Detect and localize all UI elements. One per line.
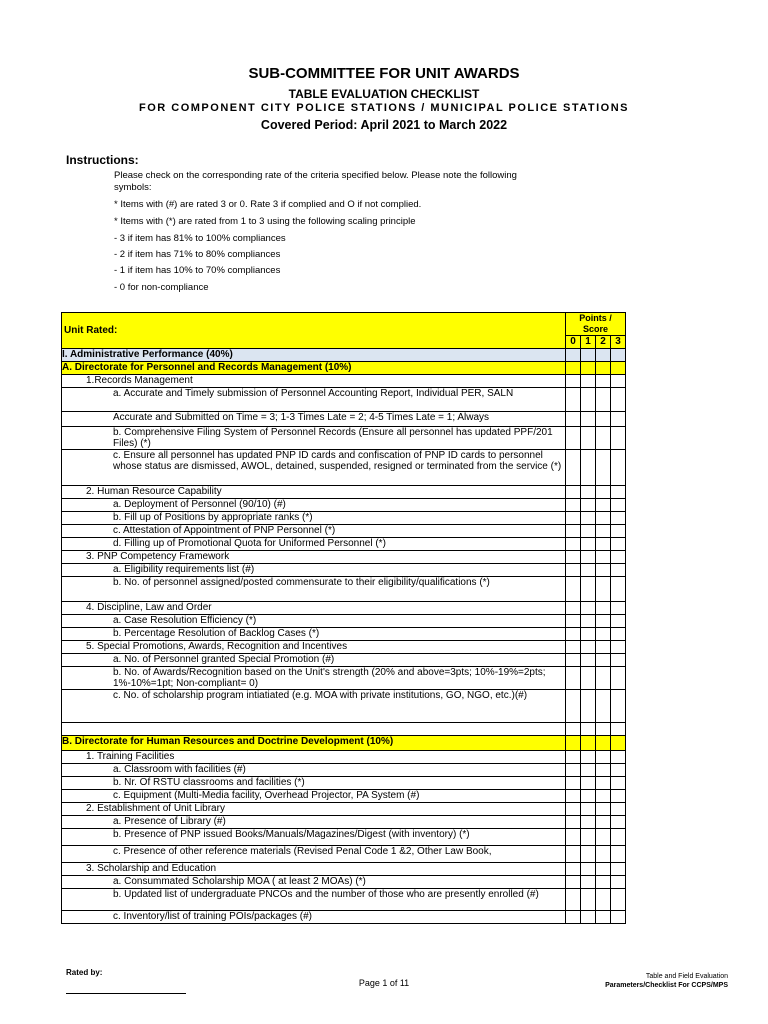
checklist-row <box>62 486 626 499</box>
score-cell-2[interactable] <box>596 499 611 512</box>
document-title: SUB-COMMITTEE FOR UNIT AWARDS <box>248 65 520 82</box>
score-cell-0[interactable] <box>566 628 581 641</box>
score-cell-0[interactable] <box>566 751 581 764</box>
score-cell-0[interactable] <box>566 602 581 615</box>
score-cell-1[interactable] <box>581 751 596 764</box>
criteria-text: 2. Human Resource Capability <box>62 486 566 499</box>
checklist-row <box>62 362 626 375</box>
criteria-text: b. Presence of PNP issued Books/Manuals/Magazines/Digest (with inventory) (*) <box>62 829 566 846</box>
instructions-heading: Instructions: <box>66 153 139 167</box>
criteria-text <box>62 723 566 736</box>
checklist-row <box>62 777 626 790</box>
score-cell-0[interactable] <box>566 829 581 846</box>
score-cell-2[interactable] <box>596 628 611 641</box>
score-cell-1[interactable] <box>581 615 596 628</box>
score-cell-3[interactable] <box>611 450 626 486</box>
criteria-text: b. Updated list of undergraduate PNCOs and the number of those who are presently enrolled (#) <box>62 889 566 911</box>
checklist-row <box>62 816 626 829</box>
score-cell-2[interactable] <box>596 427 611 450</box>
score-cell-1[interactable] <box>581 450 596 486</box>
instruction-line: - 2 if item has 71% to 80% compliances <box>114 249 281 260</box>
covered-period: Covered Period: April 2021 to March 2022 <box>260 118 508 132</box>
checklist-row <box>62 602 626 615</box>
criteria-text: c. Attestation of Appointment of PNP Personnel (*) <box>62 525 566 538</box>
checklist-row <box>62 512 626 525</box>
score-cell-0[interactable] <box>566 816 581 829</box>
score-cell-0[interactable] <box>566 525 581 538</box>
checklist-row <box>62 751 626 764</box>
criteria-text: A. Directorate for Personnel and Records Management (10%) <box>62 362 566 375</box>
score-cell-1[interactable] <box>581 846 596 863</box>
unit-rated-label: Unit Rated: <box>62 313 566 349</box>
score-cell-3[interactable] <box>611 829 626 846</box>
checklist-row <box>62 388 626 412</box>
score-cell-0[interactable] <box>566 512 581 525</box>
score-cell-2[interactable] <box>596 577 611 602</box>
score-cell-0[interactable] <box>566 690 581 723</box>
rated-by-label: Rated by: <box>66 968 103 977</box>
score-cell-1[interactable] <box>581 889 596 911</box>
score-cell-0[interactable] <box>566 863 581 876</box>
score-cell-1[interactable] <box>581 723 596 736</box>
score-cell-1[interactable] <box>581 654 596 667</box>
instruction-line: * Items with (#) are rated 3 or 0. Rate 3 if complied and O if not complied. <box>114 199 422 210</box>
checklist-row <box>62 764 626 777</box>
score-cell-1[interactable] <box>581 375 596 388</box>
instruction-line: * Items with (*) are rated from 1 to 3 using the following scaling principle <box>114 216 416 227</box>
score-cell-0[interactable] <box>566 538 581 551</box>
score-cell-0[interactable] <box>566 486 581 499</box>
score-cell-3[interactable] <box>611 803 626 816</box>
score-cell-2[interactable] <box>596 846 611 863</box>
criteria-text: b. Nr. Of RSTU classrooms and facilities (*) <box>62 777 566 790</box>
score-cell-0[interactable] <box>566 911 581 924</box>
criteria-text: 3. Scholarship and Education <box>62 863 566 876</box>
table-header-row <box>62 313 626 336</box>
score-cell-2[interactable] <box>596 375 611 388</box>
score-cell-2[interactable] <box>596 654 611 667</box>
score-cell-2[interactable] <box>596 911 611 924</box>
score-cell-0[interactable] <box>566 412 581 427</box>
score-cell-3[interactable] <box>611 641 626 654</box>
score-cell-1[interactable] <box>581 499 596 512</box>
score-cell-3[interactable] <box>611 525 626 538</box>
score-cell-3[interactable] <box>611 577 626 602</box>
criteria-text: b. Percentage Resolution of Backlog Cases (*) <box>62 628 566 641</box>
score-cell-2[interactable] <box>596 525 611 538</box>
criteria-text: a. Eligibility requirements list (#) <box>62 564 566 577</box>
score-cell-3[interactable] <box>611 690 626 723</box>
checklist-row <box>62 577 626 602</box>
footer-doc-title: Table and Field Evaluation <box>645 973 728 980</box>
criteria-text: 4. Discipline, Law and Order <box>62 602 566 615</box>
score-cell-2[interactable] <box>596 764 611 777</box>
score-cell-2[interactable] <box>596 362 611 375</box>
checklist-row <box>62 863 626 876</box>
checklist-row <box>62 427 626 450</box>
checklist-row <box>62 499 626 512</box>
score-cell-1[interactable] <box>581 641 596 654</box>
score-cell-1[interactable] <box>581 690 596 723</box>
score-cell-0[interactable] <box>566 388 581 412</box>
score-cell-3[interactable] <box>611 512 626 525</box>
score-cell-2[interactable] <box>596 723 611 736</box>
criteria-text: a. Case Resolution Efficiency (*) <box>62 615 566 628</box>
score-cell-1[interactable] <box>581 577 596 602</box>
checklist-row <box>62 525 626 538</box>
page-number: Page 1 of 11 <box>358 978 410 988</box>
score-cell-0[interactable] <box>566 362 581 375</box>
score-cell-1[interactable] <box>581 564 596 577</box>
score-cell-3[interactable] <box>611 388 626 412</box>
criteria-text: b. No. of personnel assigned/posted commensurate to their eligibility/qualifications (*) <box>62 577 566 602</box>
score-cell-1[interactable] <box>581 427 596 450</box>
checklist-row <box>62 736 626 751</box>
footer-doc-subtitle: Parameters/Checklist For CCPS/MPS <box>605 982 728 989</box>
score-cell-3[interactable] <box>611 349 626 362</box>
checklist-row <box>62 803 626 816</box>
score-cell-0[interactable] <box>566 375 581 388</box>
score-cell-0[interactable] <box>566 564 581 577</box>
score-cell-3[interactable] <box>611 602 626 615</box>
score-cell-3[interactable] <box>611 876 626 889</box>
instruction-line: - 1 if item has 10% to 70% compliances <box>114 265 281 276</box>
checklist-row <box>62 846 626 863</box>
criteria-text: b. No. of Awards/Recognition based on the Unit's strength (20% and above=3pts; 10%-19%=2pts; 1%-10%=1pt; Non-compliant= 0) <box>62 667 566 690</box>
score-cell-1[interactable] <box>581 412 596 427</box>
score-cell-2[interactable] <box>596 690 611 723</box>
score-cell-0[interactable] <box>566 764 581 777</box>
score-cell-1[interactable] <box>581 388 596 412</box>
score-cell-1[interactable] <box>581 863 596 876</box>
score-cell-2[interactable] <box>596 512 611 525</box>
score-cell-3[interactable] <box>611 911 626 924</box>
criteria-text: 2. Establishment of Unit Library <box>62 803 566 816</box>
score-cell-0[interactable] <box>566 654 581 667</box>
checklist-row <box>62 654 626 667</box>
score-cell-3[interactable] <box>611 816 626 829</box>
score-cell-2[interactable] <box>596 751 611 764</box>
score-1-header: 1 <box>581 336 596 349</box>
score-cell-3[interactable] <box>611 777 626 790</box>
score-cell-3[interactable] <box>611 790 626 803</box>
score-cell-2[interactable] <box>596 564 611 577</box>
criteria-text: b. Fill up of Positions by appropriate ranks (*) <box>62 512 566 525</box>
score-cell-2[interactable] <box>596 641 611 654</box>
checklist-row <box>62 551 626 564</box>
score-cell-0[interactable] <box>566 577 581 602</box>
checklist-row <box>62 564 626 577</box>
signature-line <box>66 993 186 994</box>
criteria-text: 1. Training Facilities <box>62 751 566 764</box>
criteria-text: 5. Special Promotions, Awards, Recognition and Incentives <box>62 641 566 654</box>
criteria-text: b. Comprehensive Filing System of Personnel Records (Ensure all personnel has updated PPF/201 Files) (*) <box>62 427 566 450</box>
criteria-text: a. Deployment of Personnel (90/10) (#) <box>62 499 566 512</box>
score-cell-2[interactable] <box>596 450 611 486</box>
score-cell-1[interactable] <box>581 777 596 790</box>
score-cell-1[interactable] <box>581 512 596 525</box>
instruction-line: - 3 if item has 81% to 100% compliances <box>114 233 286 244</box>
score-cell-1[interactable] <box>581 816 596 829</box>
criteria-text: B. Directorate for Human Resources and Doctrine Development (10%) <box>62 736 566 751</box>
criteria-text: a. Accurate and Timely submission of Personnel Accounting Report, Individual PER, SALN <box>62 388 566 412</box>
score-cell-0[interactable] <box>566 499 581 512</box>
score-cell-0[interactable] <box>566 667 581 690</box>
score-cell-2[interactable] <box>596 412 611 427</box>
score-cell-3[interactable] <box>611 551 626 564</box>
criteria-text: a. Consummated Scholarship MOA ( at least 2 MOAs) (*) <box>62 876 566 889</box>
criteria-text: a. No. of Personnel granted Special Promotion (#) <box>62 654 566 667</box>
score-cell-2[interactable] <box>596 829 611 846</box>
score-cell-0[interactable] <box>566 736 581 751</box>
score-cell-0[interactable] <box>566 551 581 564</box>
score-cell-1[interactable] <box>581 525 596 538</box>
score-cell-1[interactable] <box>581 602 596 615</box>
criteria-text: a. Classroom with facilities (#) <box>62 764 566 777</box>
score-cell-2[interactable] <box>596 388 611 412</box>
instruction-line: Please check on the corresponding rate of the criteria specified below. Please note the following symbols: <box>114 170 517 193</box>
score-cell-3[interactable] <box>611 412 626 427</box>
checklist-subtitle: TABLE EVALUATION CHECKLIST <box>288 87 480 101</box>
score-cell-3[interactable] <box>611 654 626 667</box>
score-cell-1[interactable] <box>581 349 596 362</box>
score-cell-2[interactable] <box>596 551 611 564</box>
criteria-text: a. Presence of Library (#) <box>62 816 566 829</box>
checklist-row <box>62 790 626 803</box>
score-cell-2[interactable] <box>596 538 611 551</box>
checklist-row <box>62 450 626 486</box>
criteria-text: c. Presence of other reference materials (Revised Penal Code 1 &2, Other Law Book, <box>62 846 566 863</box>
score-cell-2[interactable] <box>596 803 611 816</box>
score-cell-2[interactable] <box>596 876 611 889</box>
score-cell-0[interactable] <box>566 777 581 790</box>
score-cell-0[interactable] <box>566 723 581 736</box>
score-cell-2[interactable] <box>596 667 611 690</box>
score-cell-0[interactable] <box>566 427 581 450</box>
score-cell-1[interactable] <box>581 876 596 889</box>
score-cell-3[interactable] <box>611 667 626 690</box>
score-cell-0[interactable] <box>566 349 581 362</box>
checklist-row <box>62 829 626 846</box>
score-cell-1[interactable] <box>581 486 596 499</box>
score-cell-3[interactable] <box>611 375 626 388</box>
score-cell-2[interactable] <box>596 790 611 803</box>
score-cell-3[interactable] <box>611 863 626 876</box>
score-cell-1[interactable] <box>581 628 596 641</box>
score-cell-0[interactable] <box>566 790 581 803</box>
score-cell-0[interactable] <box>566 846 581 863</box>
criteria-text: c. Inventory/list of training POIs/packages (#) <box>62 911 566 924</box>
score-cell-1[interactable] <box>581 736 596 751</box>
checklist-row <box>62 412 626 427</box>
checklist-row <box>62 375 626 388</box>
score-cell-3[interactable] <box>611 628 626 641</box>
score-cell-1[interactable] <box>581 829 596 846</box>
score-cell-3[interactable] <box>611 889 626 911</box>
score-cell-3[interactable] <box>611 764 626 777</box>
checklist-row <box>62 876 626 889</box>
checklist-row <box>62 628 626 641</box>
score-cell-3[interactable] <box>611 538 626 551</box>
checklist-row <box>62 911 626 924</box>
criteria-text: 1.Records Management <box>62 375 566 388</box>
score-cell-3[interactable] <box>611 427 626 450</box>
score-cell-3[interactable] <box>611 736 626 751</box>
score-cell-3[interactable] <box>611 564 626 577</box>
score-0-header: 0 <box>566 336 581 349</box>
criteria-text: c. No. of scholarship program intiatiated (e.g. MOA with private institutions, GO, NGO, etc.)(#) <box>62 690 566 723</box>
instruction-line: - 0 for non-compliance <box>114 282 209 293</box>
checklist-row <box>62 538 626 551</box>
score-cell-0[interactable] <box>566 615 581 628</box>
score-cell-2[interactable] <box>596 349 611 362</box>
evaluation-table <box>61 312 626 924</box>
criteria-text: d. Filling up of Promotional Quota for Uniformed Personnel (*) <box>62 538 566 551</box>
score-cell-1[interactable] <box>581 790 596 803</box>
score-cell-1[interactable] <box>581 667 596 690</box>
score-3-header: 3 <box>611 336 626 349</box>
score-cell-1[interactable] <box>581 538 596 551</box>
score-cell-3[interactable] <box>611 615 626 628</box>
score-cell-2[interactable] <box>596 602 611 615</box>
score-cell-0[interactable] <box>566 641 581 654</box>
score-cell-0[interactable] <box>566 889 581 911</box>
score-cell-3[interactable] <box>611 723 626 736</box>
criteria-text: I. Administrative Performance (40%) <box>62 349 566 362</box>
station-subtitle: FOR COMPONENT CITY POLICE STATIONS / MUNICIPAL POLICE STATIONS <box>138 102 630 114</box>
score-cell-0[interactable] <box>566 876 581 889</box>
score-cell-0[interactable] <box>566 803 581 816</box>
checklist-row <box>62 615 626 628</box>
checklist-row <box>62 690 626 723</box>
criteria-text: c. Equipment (Multi-Media facility, Overhead Projector, PA System (#) <box>62 790 566 803</box>
criteria-text: Accurate and Submitted on Time = 3; 1-3 Times Late = 2; 4-5 Times Late = 1; Always <box>62 412 566 427</box>
score-cell-1[interactable] <box>581 911 596 924</box>
criteria-text: 3. PNP Competency Framework <box>62 551 566 564</box>
checklist-row <box>62 723 626 736</box>
score-cell-2[interactable] <box>596 777 611 790</box>
score-cell-2[interactable] <box>596 615 611 628</box>
score-cell-3[interactable] <box>611 751 626 764</box>
checklist-row <box>62 349 626 362</box>
score-cell-3[interactable] <box>611 846 626 863</box>
score-cell-1[interactable] <box>581 803 596 816</box>
score-cell-1[interactable] <box>581 764 596 777</box>
score-2-header: 2 <box>596 336 611 349</box>
score-cell-3[interactable] <box>611 362 626 375</box>
score-cell-0[interactable] <box>566 450 581 486</box>
criteria-text: c. Ensure all personnel has updated PNP ID cards and confiscation of PNP ID cards to personnel whose status are dismissed, AWOL, detained, suspended, resigned or terminated from the service (*) <box>62 450 566 486</box>
score-cell-2[interactable] <box>596 486 611 499</box>
score-cell-2[interactable] <box>596 816 611 829</box>
score-cell-1[interactable] <box>581 551 596 564</box>
score-cell-2[interactable] <box>596 863 611 876</box>
score-cell-2[interactable] <box>596 736 611 751</box>
checklist-row <box>62 667 626 690</box>
score-cell-3[interactable] <box>611 499 626 512</box>
checklist-row <box>62 889 626 911</box>
score-cell-3[interactable] <box>611 486 626 499</box>
checklist-row <box>62 641 626 654</box>
points-score-header: Points / Score <box>566 313 626 336</box>
score-cell-1[interactable] <box>581 362 596 375</box>
score-cell-2[interactable] <box>596 889 611 911</box>
